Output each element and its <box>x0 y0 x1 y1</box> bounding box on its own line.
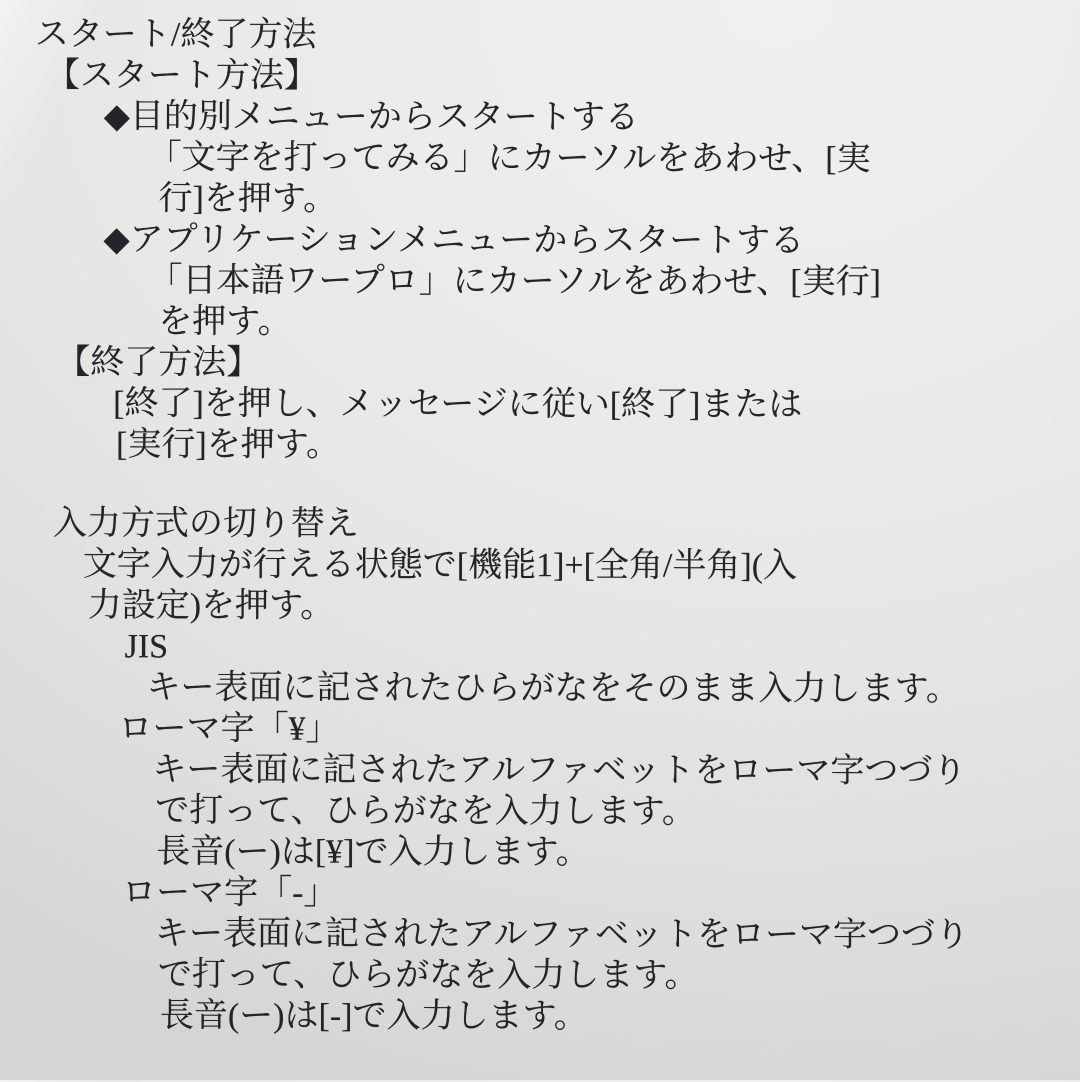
text-line: で打って、ひらがなを入力します。 <box>157 956 699 995</box>
doc-title: スタート/終了方法 <box>34 16 317 54</box>
text-line: キー表面に記されたアルファベットをローマ字つづり <box>155 915 970 955</box>
text-line: 「文字を打ってみる」にカーソルをあわせ、[実 <box>147 139 871 178</box>
text-line: [実行]を押す。 <box>116 426 341 464</box>
heading-start-method: 【スタート方法】 <box>45 57 318 95</box>
text-line: キー表面に記されたアルファベットをローマ字つづり <box>152 751 967 791</box>
text-line: 文字入力が行える状態で[機能1]+[全角/半角](入 <box>82 546 798 585</box>
heading-exit-method: 【終了方法】 <box>56 344 261 382</box>
text-line: 行]を押す。 <box>158 180 338 218</box>
heading-input-mode-switch: 入力方式の切り替え <box>52 505 359 543</box>
subheading-romaji-hyphen: ローマ字「-」 <box>122 874 338 912</box>
text-line: キー表面に記されたひらがなをそのまま入力します。 <box>146 669 960 709</box>
text-line: 長音(ー)は[-]で入力します。 <box>159 997 588 1036</box>
text-line: 「日本語ワープロ」にカーソルをあわせ、[実行] <box>148 262 882 301</box>
text-line: 長音(ー)は[¥]で入力します。 <box>156 833 590 872</box>
bullet-start-purpose-menu: ◆目的別メニューからスタートする <box>103 98 639 137</box>
text-line: で打って、ひらがなを入力します。 <box>155 792 696 831</box>
text-line: を押す。 <box>158 303 292 341</box>
subheading-jis: JIS <box>124 628 169 666</box>
text-line: 力設定)を押す。 <box>87 587 335 625</box>
subheading-romaji-yen: ローマ字「¥」 <box>118 710 340 748</box>
text-line: [終了]を押し、メッセージに従い[終了]または <box>113 385 803 424</box>
bullet-start-app-menu: ◆アプリケーションメニューからスタートする <box>103 221 805 260</box>
